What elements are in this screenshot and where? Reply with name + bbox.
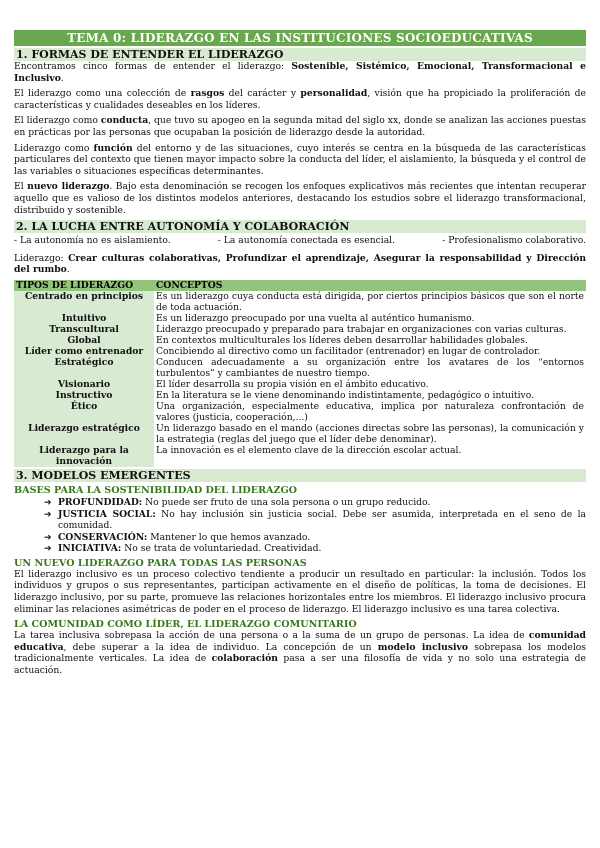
table-row [14, 335, 586, 346]
leadership-concept: Conducen adecuadamente a su organización entre los avatares de los “entornos turbulentos” y cambiantes de nuestro tiempo. [156, 356, 584, 379]
leadership-concept: Es un liderazgo preocupado por una vuelta al auténtico humanismo. [156, 312, 475, 324]
autonomy-style: - La autonomía conectada es esencial. [217, 235, 396, 247]
section-2-heading: 2. LA LUCHA ENTRE AUTONOMÍA Y COLABORACIÓN [14, 220, 586, 233]
leadership-concept: Es un liderazgo cuya conducta está dirigida, por ciertos principios básicos que son el norte de toda actuación. [156, 290, 584, 313]
paragraph-nuevo-liderazgo: El nuevo liderazgo. Bajo esta denominación se recogen los enfoques explicativos más recientes que intentan recuperar aquello que es valioso de los distintos modelos anteriores, destacando los estudios sobre el liderazgo transformacional, distribuido y sostenible. [14, 181, 586, 216]
table-row [14, 390, 586, 401]
subheading-comunidad-lider: LA COMUNIDAD COMO LÍDER, EL LIDERAZGO COMUNITARIO [14, 619, 357, 631]
document-page [14, 0, 586, 677]
leadership-type: Global [14, 335, 154, 346]
sustainability-bases-list [14, 497, 586, 555]
leadership-concept: Un liderazgo basado en el mando (acciones directas sobre las personas), la comunicación y la estrategia (reglas del juego que el líder debe denominar). [156, 422, 584, 445]
subheading-nuevo-liderazgo: UN NUEVO LIDERAZGO PARA TODAS LAS PERSONAS [14, 557, 307, 569]
arrow-right-icon: ➔ [44, 531, 52, 543]
leadership-type: Estratégico [14, 357, 154, 379]
table-header: TIPOS DE LIDERAZGO [14, 280, 154, 291]
leadership-type: Transcultural [14, 324, 154, 335]
leadership-concept: Una organización, especialmente educativa, implica por naturaleza confrontación de valores (justicia, cooperación,...) [156, 400, 584, 423]
table-row [14, 313, 586, 324]
list-item: ➔ PROFUNDIDAD: No puede ser fruto de una sola persona o un grupo reducido. [44, 496, 431, 508]
arrow-right-icon: ➔ [44, 543, 52, 555]
leadership-concept: En contextos multiculturales los líderes deben desarrollar habilidades globales. [156, 334, 528, 346]
table-row [14, 291, 586, 313]
leadership-concept: Concibiendo al directivo como un facilitador (entrenador) en lugar de controlador. [156, 345, 541, 357]
table-header-row [14, 280, 586, 291]
leadership-type: Intuitivo [14, 313, 154, 324]
leadership-type: Ético [14, 401, 154, 423]
autonomy-style: - La autonomía no es aislamiento. [14, 235, 171, 247]
leadership-concept: El líder desarrolla su propia visión en el ámbito educativo. [156, 378, 429, 390]
leadership-concept: Liderazgo preocupado y preparado para trabajar en organizaciones con varias culturas. [156, 323, 567, 335]
document-title: TEMA 0: LIDERAZGO EN LAS INSTITUCIONES SOCIOEDUCATIVAS [14, 30, 586, 46]
table-row [14, 324, 586, 335]
paragraph-rasgos: El liderazgo como una colección de rasgos del carácter y personalidad, visión que ha propiciado la proliferación de características y cualidades deseables en los líderes. [14, 88, 586, 111]
paragraph-comunidad: La tarea inclusiva sobrepasa la acción de una persona o a la suma de un grupo de personas. La idea de comunidad educativa, debe superar a la idea de individuo. La concepción de un modelo inclusivo sobrepasa los modelos tradicionalmente verticales. La idea de colaboración pasa a ser una filosofía de vida y no solo una estrategia de actuación. [14, 630, 587, 677]
liderazgo-summary: Liderazgo: Crear culturas colaborativas, Profundizar el aprendizaje, Asegurar la responsabilidad y Dirección del rumbo. [14, 252, 586, 276]
leadership-concept: La innovación es el elemento clave de la dirección escolar actual. [156, 444, 462, 456]
table-row [14, 445, 586, 467]
table-row [14, 379, 586, 390]
leadership-type: Liderazgo para la innovación [14, 445, 154, 467]
leadership-type: Visionario [14, 379, 154, 390]
subheading-sostenibilidad: BASES PARA LA SOSTENIBILIDAD DEL LIDERAZGO [14, 484, 298, 496]
leadership-types-table [14, 280, 586, 467]
section-1-intro: Encontramos cinco formas de entender el liderazgo: Sostenible, Sistémico, Emocional, Transformacional e Inclusivo. [14, 61, 586, 84]
table-row [14, 423, 586, 445]
leadership-type: Instructivo [14, 390, 154, 401]
section-1-heading: 1. FORMAS DE ENTENDER EL LIDERAZGO [14, 48, 586, 61]
arrow-right-icon: ➔ [44, 496, 52, 508]
autonomy-styles-row [14, 235, 586, 247]
list-item: ➔ JUSTICIA SOCIAL: No hay inclusión sin justicia social. Debe ser asumida, interpretada en el seno de la comunidad. [44, 508, 586, 532]
table-row [14, 357, 586, 379]
paragraph-liderazgo-inclusivo: El liderazgo inclusivo es un proceso colectivo tendiente a producir un resultado en particular: la inclusión. Todos los individuos y grupos o sus representantes, participan activamente en el diseño de políticas, la toma de decisiones. El liderazgo inclusivo, por su parte, promueve las relaciones horizontales entre los miembros. El liderazgo inclusivo procura eliminar las relaciones asimétricas de poder en el proceso de liderazgo. El liderazgo inclusivo es una tarea colectiva. [14, 568, 586, 615]
section-3-heading: 3. MODELOS EMERGENTES [14, 469, 586, 482]
table-row [14, 401, 586, 423]
list-item: ➔ CONSERVACIÓN: Mantener lo que hemos avanzado. [44, 531, 311, 543]
table-header: CONCEPTOS [154, 280, 586, 291]
autonomy-style: - Profesionalismo colaborativo. [442, 235, 586, 247]
leadership-type: Centrado en principios [14, 291, 154, 313]
arrow-right-icon: ➔ [44, 508, 52, 520]
paragraph-funcion: Liderazgo como función del entorno y de las situaciones, cuyo interés se centra en la búsqueda de las características particulares del contexto que tienen mayor impacto sobre la conducta del líder, el aislamiento, la búsqueda y el control de las variables o situaciones específicas determinantes. [14, 142, 586, 177]
table-row [14, 346, 586, 357]
list-item: ➔ INICIATIVA: No se trata de voluntariedad. Creatividad. [44, 543, 322, 555]
leadership-concept: En la literatura se le viene denominando indistintamente, pedagógico o intuitivo. [156, 389, 535, 401]
paragraph-conducta: El liderazgo como conducta, que tuvo su apogeo en la segunda mitad del siglo xx, donde se analizan las acciones puestas en prácticas por las personas que ocupaban la posición de liderazgo desde la autoridad. [14, 115, 586, 138]
leadership-type: Liderazgo estratégico [14, 423, 154, 445]
leadership-type: Líder como entrenador [14, 346, 154, 357]
